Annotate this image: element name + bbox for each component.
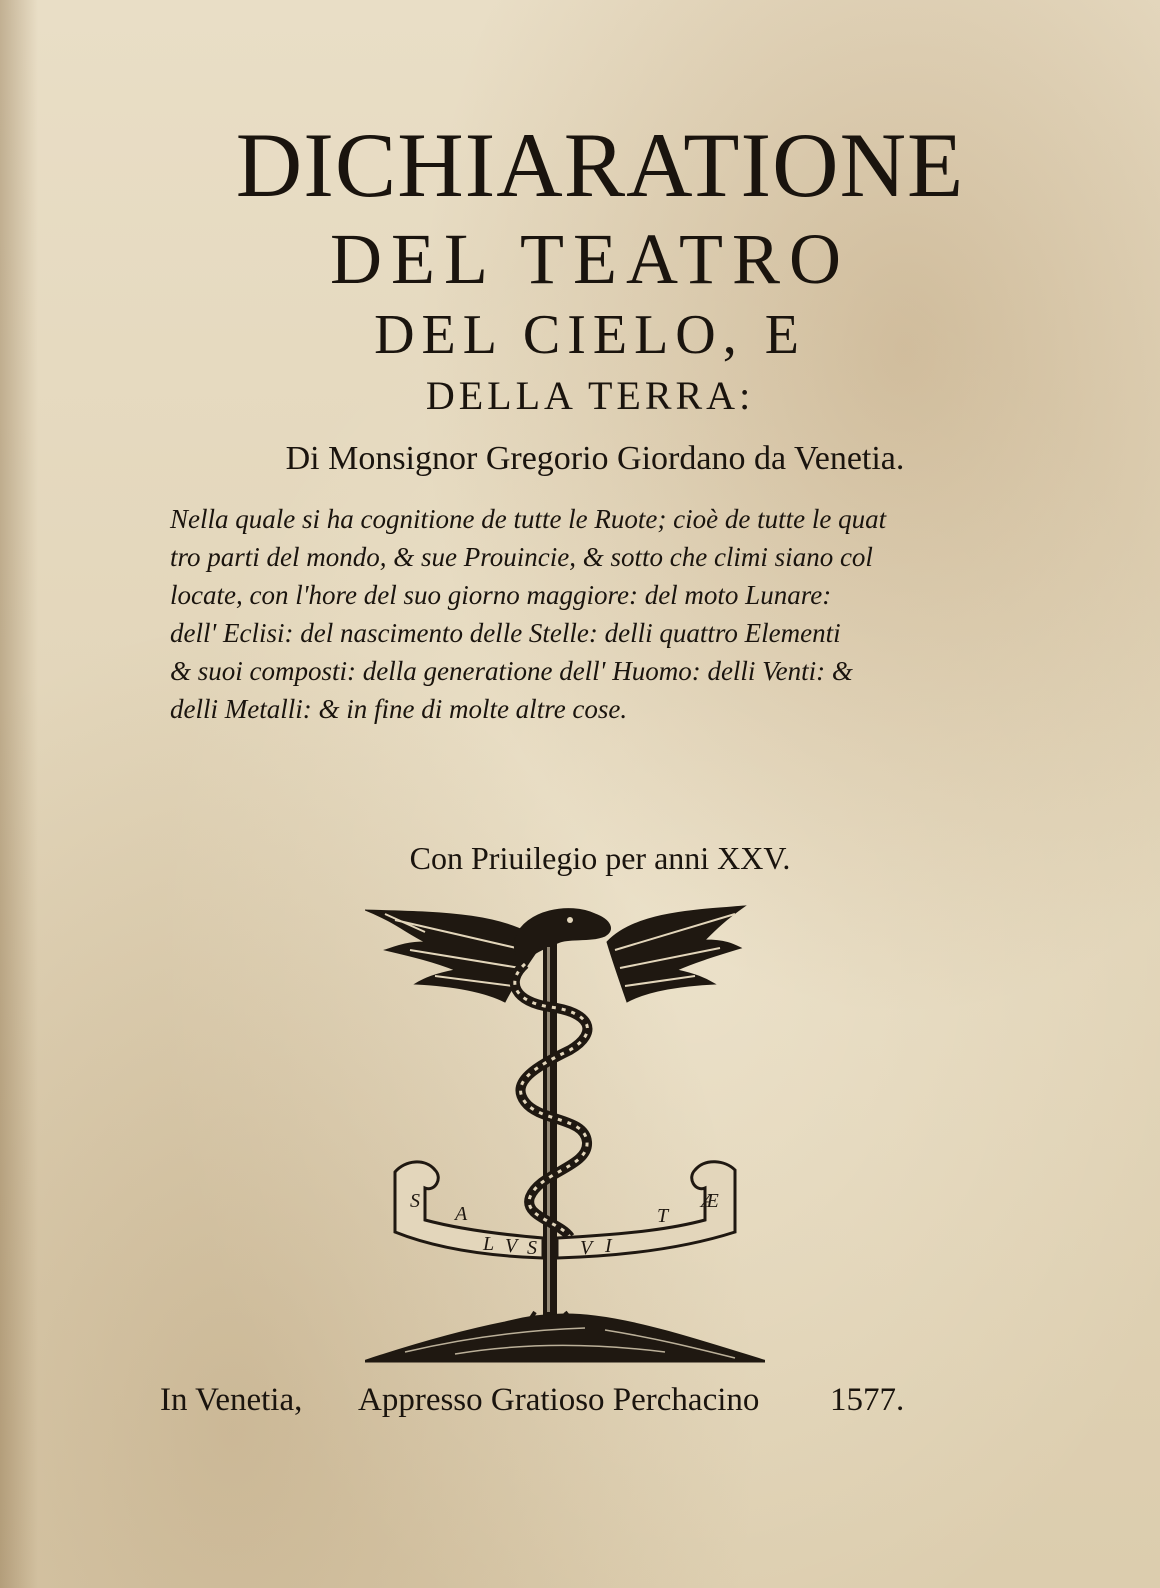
svg-text:T: T — [657, 1205, 669, 1227]
svg-text:S: S — [410, 1190, 420, 1212]
svg-text:A: A — [455, 1203, 468, 1225]
title-line-1: DICHIARATIONE — [235, 114, 965, 216]
serpent-head — [514, 909, 610, 964]
svg-text:L: L — [483, 1233, 495, 1255]
right-wing — [607, 906, 745, 1002]
imprint-printer: Appresso Gratioso Perchacino — [358, 1382, 760, 1418]
winged-caduceus-serpent-icon — [365, 902, 765, 1382]
title-line-4: DELLA TERRA: — [425, 373, 755, 418]
svg-text:V: V — [505, 1235, 518, 1257]
privilege-line: Con Priuilegio per anni XXV. — [409, 840, 791, 876]
description-line: tro parti del mondo, & sue Prouincie, & sotto che climi siano col — [170, 542, 873, 572]
svg-text:I: I — [605, 1235, 612, 1257]
title-line-2: DEL TEATRO — [330, 219, 850, 299]
description-line: & suoi composti: della generatione dell' Huomo: delli Venti: & — [170, 656, 853, 686]
description-line: delli Metalli: & in fine di molte altre cose. — [170, 694, 628, 724]
title-line-3: DEL CIELO, E — [374, 304, 806, 366]
imprint-place: In Venetia, — [160, 1382, 303, 1418]
svg-text:S: S — [527, 1237, 537, 1259]
svg-text:Æ: Æ — [701, 1190, 719, 1212]
mound — [365, 1314, 765, 1362]
author-line: Di Monsignor Gregorio Giordano da Venetia. — [285, 440, 905, 477]
imprint-year: 1577. — [830, 1382, 905, 1418]
description-line: locate, con l'hore del suo giorno maggiore: del moto Lunare: — [170, 580, 832, 610]
description-paragraph — [170, 500, 970, 728]
description-line: Nella quale si ha cognitione de tutte le Ruote; cioè de tutte le quat — [170, 504, 887, 534]
description-line: dell' Eclisi: del nascimento delle Stelle: delli quattro Elementi — [170, 618, 841, 648]
svg-text:V: V — [580, 1237, 593, 1259]
